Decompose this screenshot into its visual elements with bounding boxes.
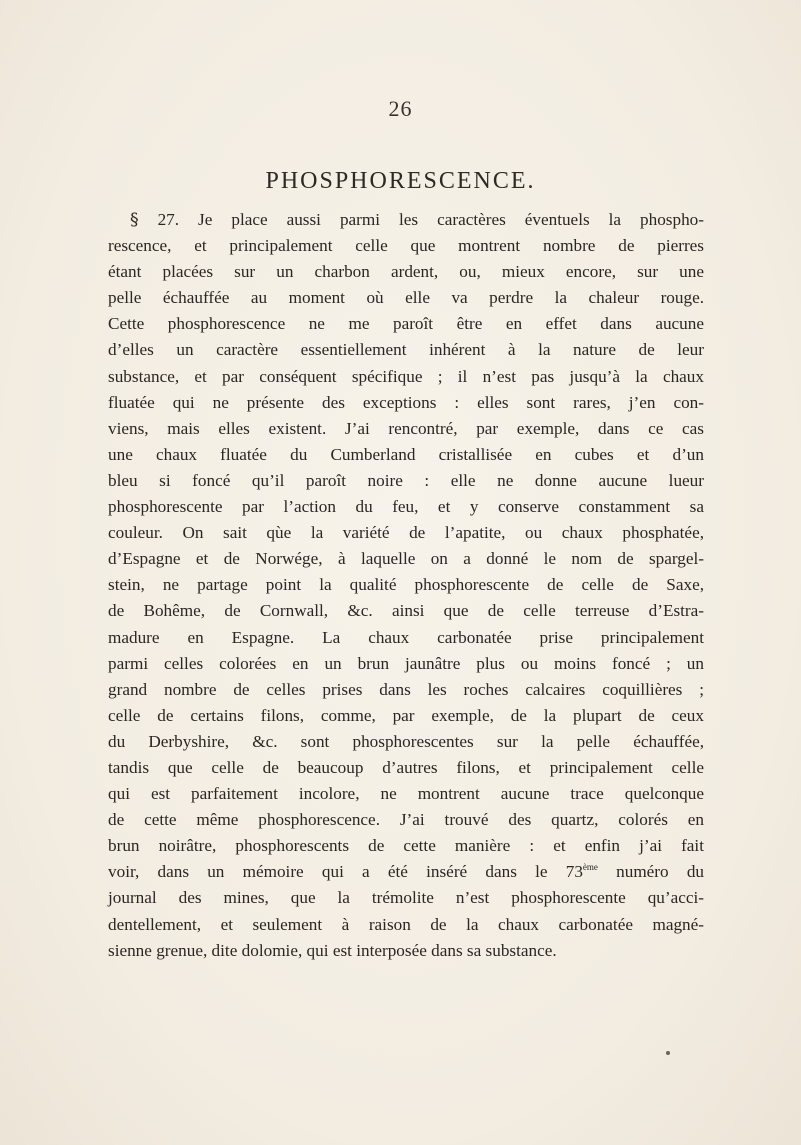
text-line: madure en Espagne. La chaux carbonatée prise principalement <box>108 627 704 647</box>
text-line: rescence, et principalement celle que montrent nombre de pierres <box>108 236 704 256</box>
text-line <box>108 207 704 233</box>
printer-mark-dot <box>666 1051 670 1055</box>
text-line <box>108 859 704 885</box>
text-line: du Derbyshire, &c. sont phosphorescentes sur la pelle échauffée, <box>108 731 704 751</box>
text-line: d’Espagne et de Norwége, à laquelle on a donné le nom de spargel- <box>108 549 704 569</box>
text-line: de Bohême, de Cornwall, &c. ainsi que de celle terreuse d’Estra- <box>108 601 704 621</box>
text-line: viens, mais elles existent. J’ai rencontré, par exemple, dans ce cas <box>108 418 704 438</box>
ordinal-superscript: ème <box>582 862 598 873</box>
text-line: tandis que celle de beaucoup d’autres filons, et principalement celle <box>108 757 704 777</box>
paragraph-section-27 <box>108 207 704 964</box>
text-line-content: Je place aussi parmi les caractères éventuels la phospho- <box>198 210 704 229</box>
section-mark: § <box>130 210 139 230</box>
text-line: parmi celles colorées en un brun jaunâtre plus ou moins foncé ; un <box>108 653 704 673</box>
text-line: d’elles un caractère essentiellement inhérent à la nature de leur <box>108 340 704 360</box>
text-line: grand nombre de celles prises dans les roches calcaires coquillières ; <box>108 679 704 699</box>
text-line: sienne grenue, dite dolomie, qui est interposée dans sa substance. <box>108 940 557 960</box>
page-title: PHOSPHORESCENCE. <box>265 168 536 194</box>
journal-issue-number <box>566 862 598 881</box>
text-line: journal des mines, que la trémolite n’est phosphorescente qu’acci- <box>108 888 704 908</box>
issue-number: 73 <box>565 862 583 882</box>
text-line: Cette phosphorescence ne me paroît être en effet dans aucune <box>108 314 704 334</box>
text-line: dentellement, et seulement à raison de la chaux carbonatée magné- <box>108 914 704 934</box>
text-line: de cette même phosphorescence. J’ai trouvé des quartz, colorés en <box>108 810 704 830</box>
text-line: stein, ne partage point la qualité phosphorescente de celle de Saxe, <box>108 575 704 595</box>
text-line: une chaux fluatée du Cumberland cristallisée en cubes et d’un <box>108 444 704 464</box>
text-line: couleur. On sait qùe la variété de l’apatite, ou chaux phosphatée, <box>108 523 704 543</box>
text-line: pelle échauffée au moment où elle va perdre la chaleur rouge. <box>108 288 704 308</box>
text-line: fluatée qui ne présente des exceptions : elles sont rares, j’en con- <box>108 392 704 412</box>
text-line: substance, et par conséquent spécifique ; il n’est pas jusqu’à la chaux <box>108 366 704 386</box>
text-line: phosphorescente par l’action du feu, et y conserve constamment sa <box>108 497 704 517</box>
text-line: celle de certains filons, comme, par exemple, de la plupart de ceux <box>108 705 704 725</box>
text-line: bleu si foncé qu’il paroît noire : elle ne donne aucune lueur <box>108 470 704 490</box>
text-line: qui est parfaitement incolore, ne montrent aucune trace quelconque <box>108 784 704 804</box>
text-line: brun noirâtre, phosphorescents de cette manière : et enfin j’ai fait <box>108 836 704 856</box>
text-line-content: numéro du <box>616 862 705 882</box>
section-number: 27. <box>157 210 180 229</box>
page-number: 26 <box>388 96 413 121</box>
text-line: étant placées sur un charbon ardent, ou, mieux encore, sur une <box>108 262 704 282</box>
text-line-content: voir, dans un mémoire qui a été inséré dans le <box>108 862 548 882</box>
